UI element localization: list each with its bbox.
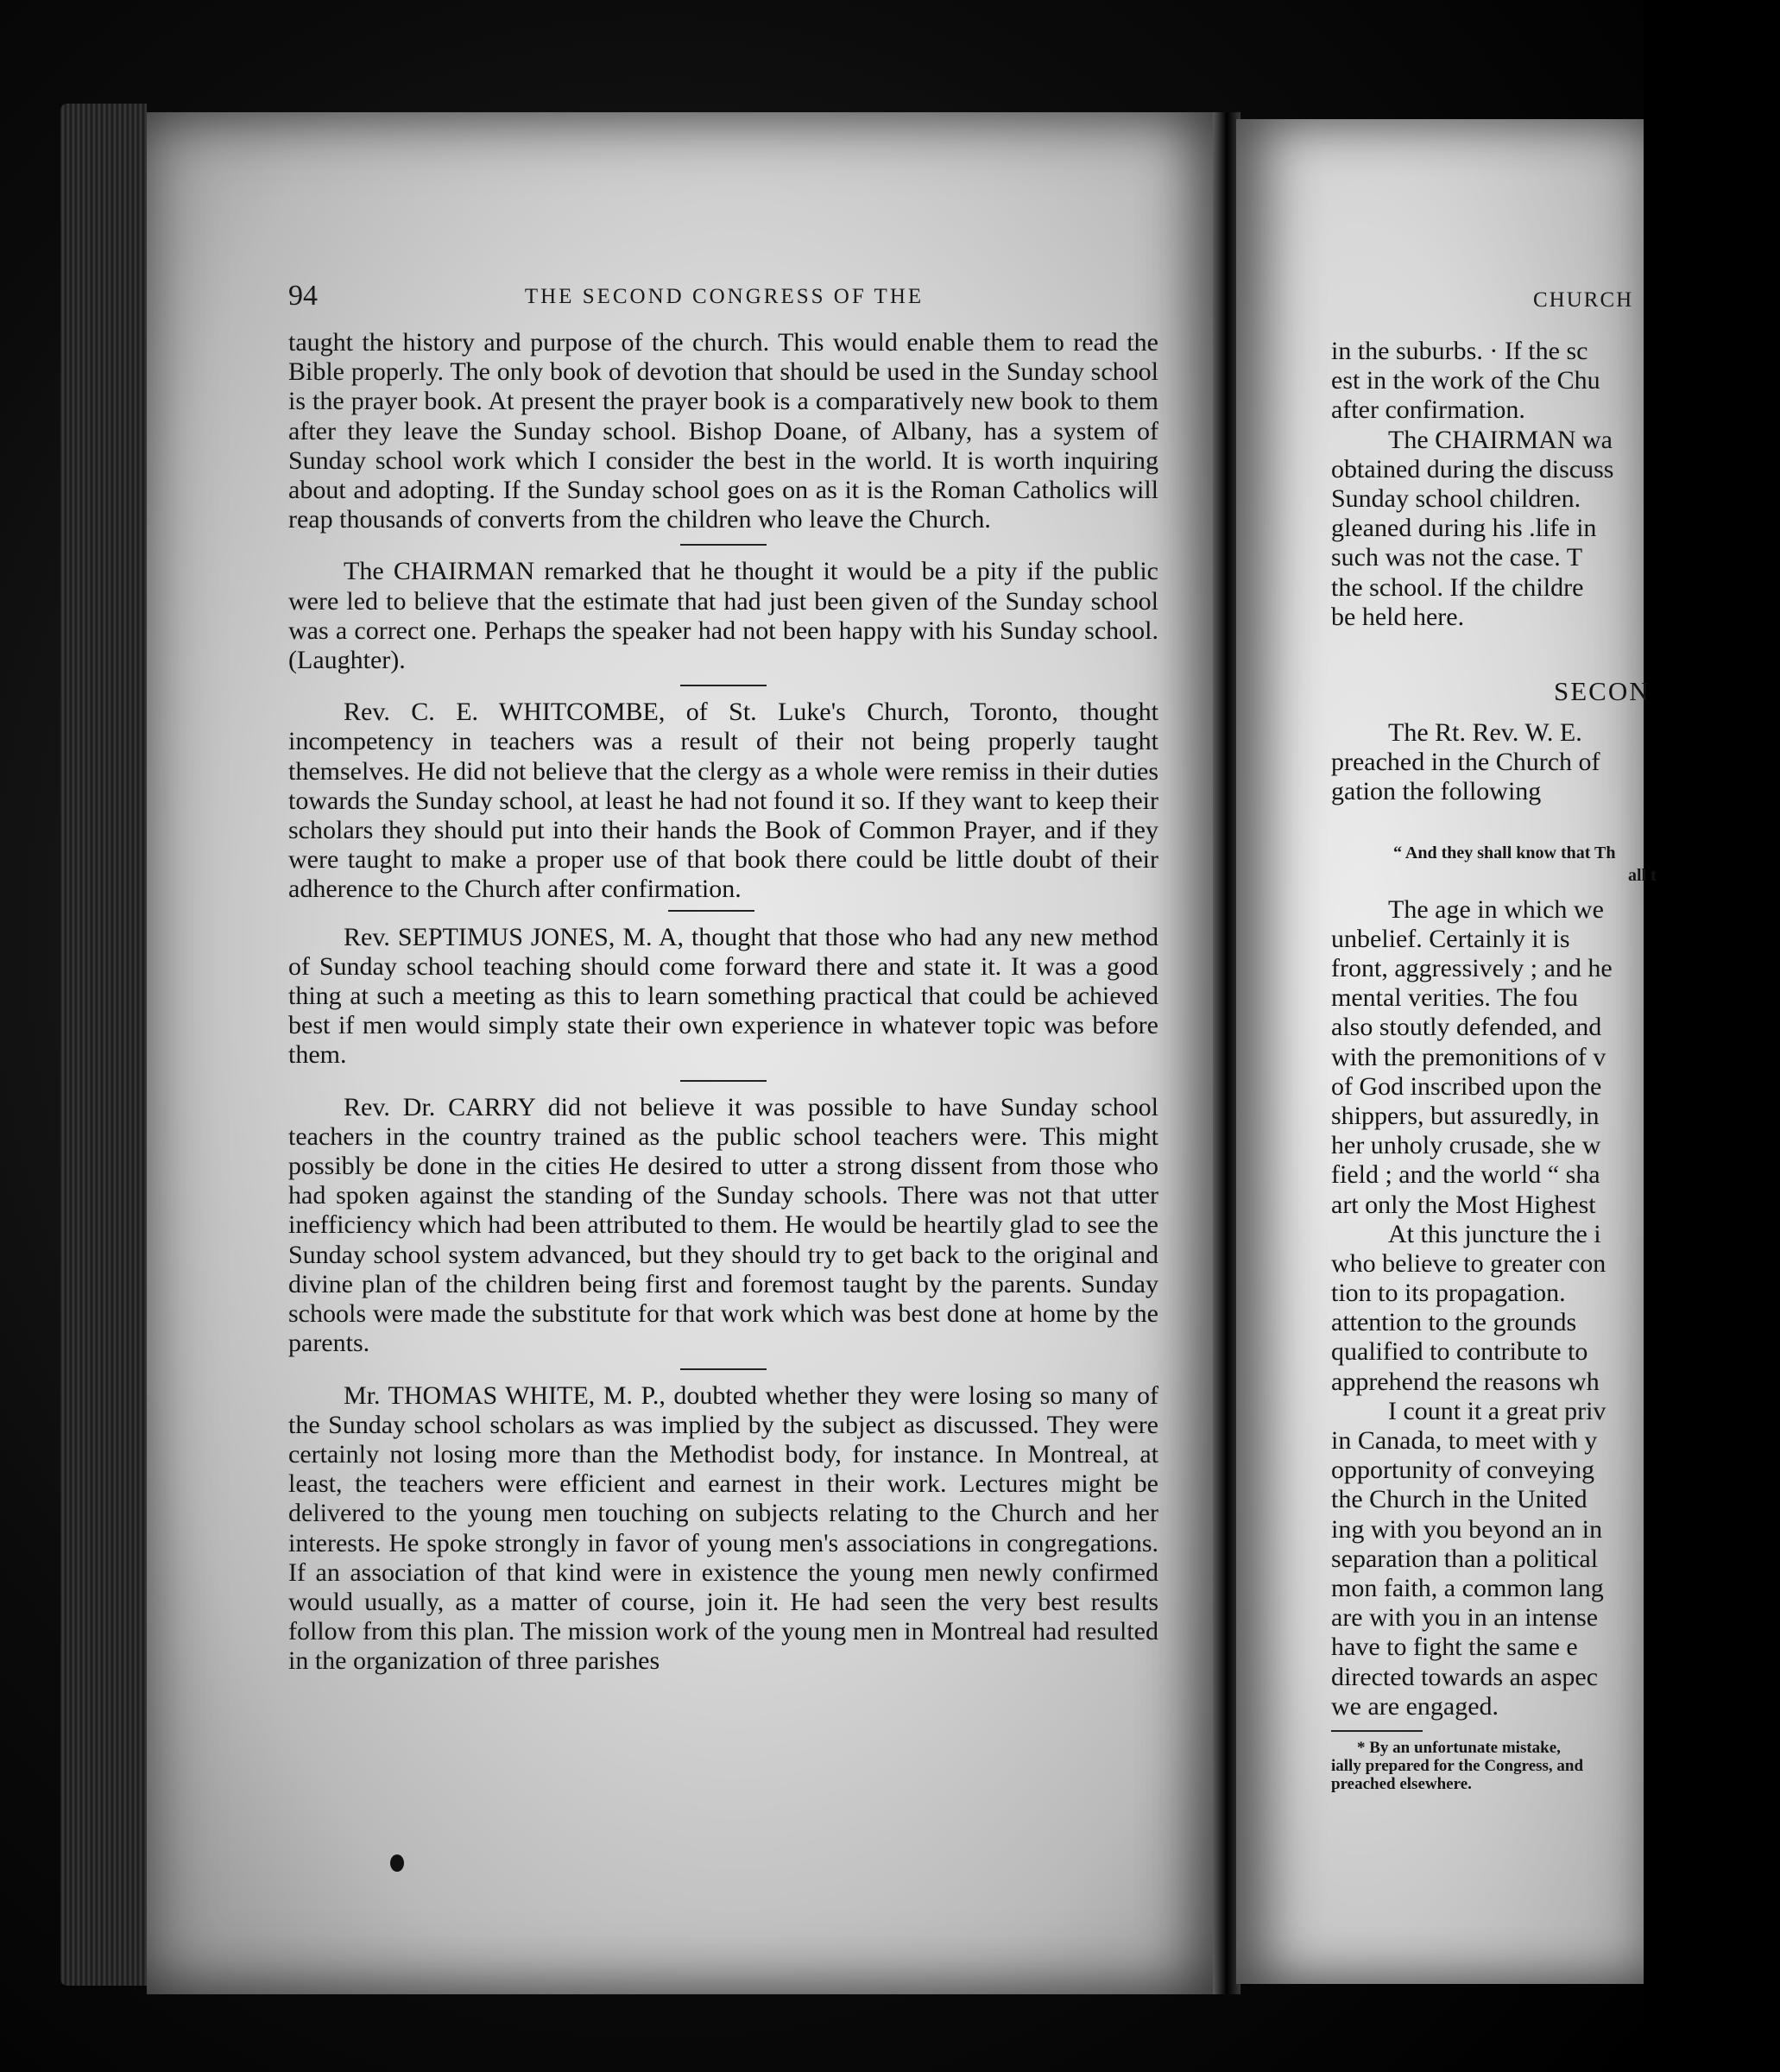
text-line: gation the following <box>1331 777 1542 806</box>
footnote-line: ially prepared for the Congress, and <box>1331 1756 1584 1775</box>
scripture-quote: “ And they shall know that Th <box>1393 843 1616 862</box>
text-line: in Canada, to meet with y <box>1331 1426 1598 1455</box>
running-head-left: THE SECOND CONGRESS OF THE <box>524 285 925 308</box>
text-line: have to fight the same e <box>1331 1633 1578 1662</box>
text-line: gleaned during his .life in <box>1331 514 1597 543</box>
section-rule <box>680 1368 767 1370</box>
text-line: directed towards an aspec <box>1331 1662 1599 1691</box>
spacer <box>1331 807 1780 842</box>
footnote-line: * By an unfortunate mistake, <box>1357 1738 1561 1757</box>
text-line: mental verities. The fou <box>1331 983 1579 1013</box>
text-line: the Church in the United <box>1331 1485 1587 1514</box>
text-line: The age in which we <box>1388 894 1604 924</box>
paragraph-carry: Rev. Dr. CARRY did not believe it was possible to have Sunday school teachers in the country trained as the public school teachers were. This might possibly be done in the cities He desired to utter a strong dissent from those who had spoken against the standing of the Sunday schools. There was not that utter inefficiency which had been attributed to them. He would be heartily glad to see the Sunday school system advanced, but they should try to get back to the original and divine plan of the children being first and foremost taught by the parents. Sunday schools were made the substitute for that work which was best done at home by the parents. <box>288 1092 1158 1358</box>
text-line: qualified to contribute to <box>1331 1337 1588 1367</box>
running-head-right: CHURCH <box>1533 288 1634 312</box>
text-line: tion to its propagation. <box>1331 1279 1566 1308</box>
text-line: in the suburbs. · If the sc <box>1331 337 1588 365</box>
scripture-quote: all t <box>1628 865 1657 885</box>
paragraph-whitcombe: Rev. C. E. WHITCOMBE, of St. Luke's Church, Toronto, thought incompetency in teachers was a result of their not being properly taught themselves. He did not believe that the clergy as a whole were remiss in their duties towards the Sunday school, at least he had not found it so. If they want to keep their scholars they should put into their hands the Book of Common Prayer, and if they were taught to make a proper use of that book there could be little doubt of their adherence to the Church after confirmation. <box>288 698 1158 904</box>
left-page <box>147 112 1217 1994</box>
book-page-edges <box>60 104 147 1986</box>
text-line: field ; and the world “ sha <box>1331 1160 1600 1190</box>
paragraph-white: Mr. THOMAS WHITE, M. P., doubted whether they were losing so many of the Sunday school scholars as was implied by the subject as discussed. They were certainly not losing more than the Methodist body, for instance. In Montreal, at least, the teachers were efficient and earnest in their work. Lectures might be delivered to the young men touching on subjects relating to the Church and her interests. He spoke strongly in favor of young men's associations in congregations. If an association of that kind were in existence the young men newly confirmed would usually, as a matter of course, join it. He had seen the very best results follow from this plan. The mission work of the young men in Montreal had resulted in the organization of three parishes <box>288 1380 1158 1676</box>
text-line: be held here. <box>1331 602 1465 631</box>
text-line: also stoutly defended, and <box>1331 1013 1602 1042</box>
footnote-line: preached elsewhere. <box>1331 1774 1472 1793</box>
paragraph-chairman: The CHAIRMAN remarked that he thought it would be a pity if the public were led to believe that the estimate that had just been given of the Sunday school was a correct one. Perhaps the speaker had not been happy with his Sunday school. (Laughter). <box>288 557 1158 675</box>
footnote-rule <box>1331 1730 1423 1732</box>
text-line: are with you in an intense <box>1331 1603 1599 1633</box>
section-heading: SECON <box>1554 675 1651 706</box>
section-rule <box>680 685 767 686</box>
section-rule <box>668 910 754 912</box>
text-line: such was not the case. T <box>1331 543 1583 572</box>
text-line: after confirmation. <box>1331 395 1525 425</box>
page-number: 94 <box>288 280 318 312</box>
text-line: est in the work of the Chu <box>1331 366 1600 395</box>
text-line: ing with you beyond an in <box>1331 1514 1603 1544</box>
text-line: apprehend the reasons wh <box>1331 1367 1600 1396</box>
text-line: The Rt. Rev. W. E. <box>1388 718 1582 748</box>
left-page-header <box>288 275 1160 318</box>
text-line: front, aggressively ; and he <box>1331 954 1613 982</box>
text-line: separation than a political <box>1331 1544 1599 1573</box>
text-line: we are engaged. <box>1331 1691 1499 1721</box>
text-line: who believe to greater con <box>1331 1248 1606 1278</box>
text-line: preached in the Church of <box>1331 748 1600 777</box>
text-line: mon faith, a common lang <box>1331 1573 1604 1602</box>
text-line: of God inscribed upon the <box>1331 1071 1602 1101</box>
text-line: shippers, but assuredly, in <box>1331 1101 1600 1130</box>
section-rule <box>680 544 767 546</box>
text-line: the school. If the childre <box>1331 572 1584 602</box>
text-line: her unholy crusade, she w <box>1331 1131 1601 1160</box>
text-line: At this juncture the i <box>1388 1219 1601 1248</box>
text-line: attention to the grounds <box>1331 1308 1577 1337</box>
text-line: I count it a great priv <box>1388 1396 1606 1425</box>
text-line: Sunday school children. <box>1331 483 1581 513</box>
spacer <box>1331 632 1780 661</box>
text-line: unbelief. Certainly it is <box>1331 924 1570 953</box>
ink-speck <box>390 1854 404 1872</box>
text-line: The CHAIRMAN wa <box>1388 425 1613 454</box>
right-page-body <box>1331 337 1780 1793</box>
text-line: obtained during the discuss <box>1331 454 1614 483</box>
section-rule <box>680 1080 767 1082</box>
text-line: with the premonitions of v <box>1331 1042 1606 1071</box>
right-page <box>1236 119 1657 1984</box>
text-line: opportunity of conveying <box>1331 1456 1594 1485</box>
text-line: art only the Most Highest <box>1331 1190 1596 1219</box>
left-page-body <box>288 328 1158 1677</box>
paragraph-jones: Rev. SEPTIMUS JONES, M. A, thought that those who had any new method of Sunday school teaching should come forward there and state it. It was a good thing at such a meeting as this to learn something practical that could be achieved best if men would simply state their own experience in whatever topic was before them. <box>288 922 1158 1070</box>
paragraph-opening: taught the history and purpose of the church. This would enable them to read the Bible properly. The only book of devotion that should be used in the Sunday school is the prayer book. At present the prayer book is a comparatively new book to them after they leave the Sunday school. Bishop Doane, of Albany, has a system of Sunday school work which I consider the best in the world. It is worth inquiring about and adopting. If the Sunday school goes on as it is the Roman Catholics will reap thousands of converts from the children who leave the Church. <box>288 328 1158 534</box>
